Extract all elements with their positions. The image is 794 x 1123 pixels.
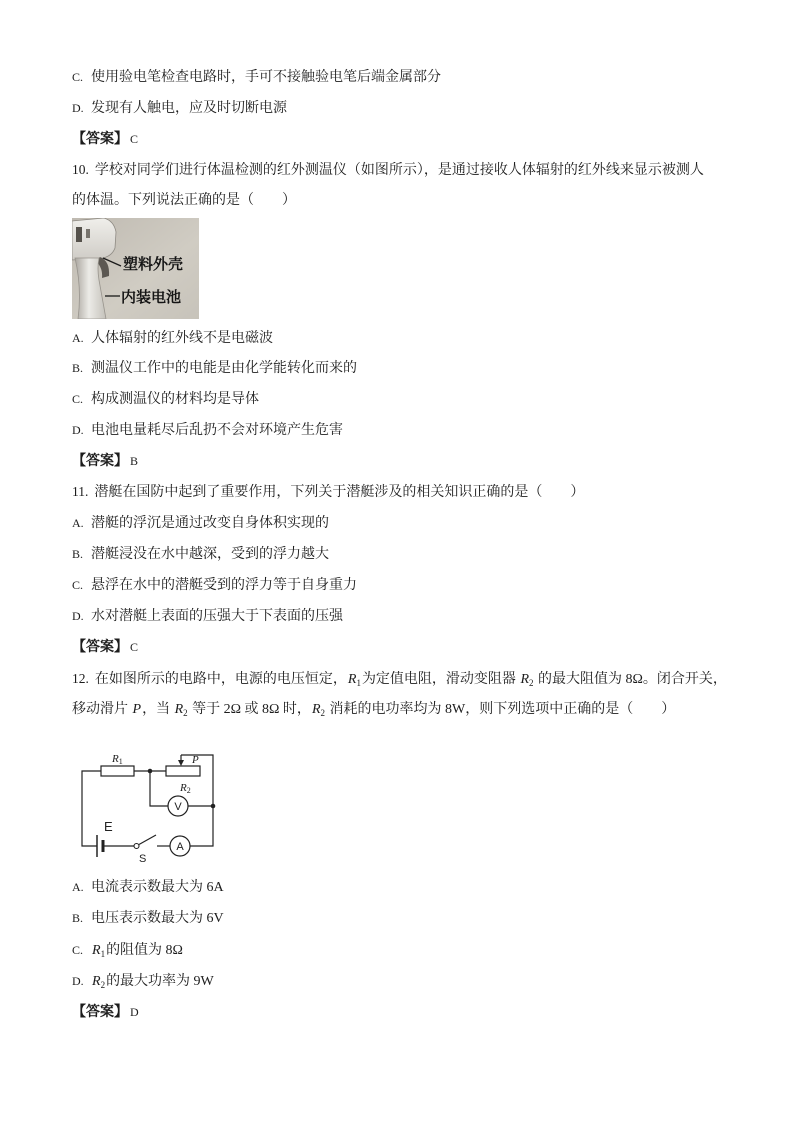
variable-subscript: 2 (100, 980, 106, 990)
option-label: A. (72, 516, 84, 530)
text-segment: 的最大功率为 9W (106, 974, 214, 989)
variable-symbol: R (174, 702, 184, 717)
label-internal-battery: 内装电池 (121, 289, 182, 306)
resistor-r1 (101, 766, 134, 776)
q11-option-d (72, 606, 343, 626)
option-label: D. (72, 101, 84, 115)
option-text: 使用验电笔检查电路时，手可不接触验电笔后端金属部分 (91, 70, 441, 85)
variable-r1 (348, 672, 361, 687)
text-segment: 消耗的电功率均为 8W，则下列选项中正确的是（ ） (326, 702, 676, 717)
battery-label: E (104, 819, 113, 834)
q12-stem (72, 669, 727, 689)
q11-option-b (72, 544, 329, 564)
q12-option-d (72, 971, 214, 991)
option-text (91, 943, 183, 958)
q10-option-c (72, 389, 259, 409)
variable-r2 (175, 702, 188, 717)
q11-answer (72, 637, 138, 657)
variable-symbol: R (92, 943, 101, 958)
switch-blade (139, 835, 156, 845)
variable-symbol: R (520, 672, 529, 687)
option-text: 测温仪工作中的电能是由化学能转化而来的 (91, 361, 357, 376)
q10-answer (72, 451, 138, 471)
option-label: A. (72, 880, 84, 894)
variable-r2 (92, 974, 105, 989)
text-segment: 移动滑片 (72, 702, 132, 717)
q12-option-a (72, 877, 224, 897)
r2-subscript: 2 (186, 786, 191, 795)
r2-label (179, 782, 191, 795)
variable-symbol: R (92, 974, 101, 989)
answer-tag: 【答案】 (72, 454, 128, 469)
option-text: 潜艇的浮沉是通过改变自身体积实现的 (91, 516, 329, 531)
slider-arrow (178, 760, 184, 766)
q9-option-c (72, 67, 441, 87)
variable-r2 (520, 672, 533, 687)
voltmeter-label: V (174, 801, 182, 813)
text-segment: 的最大阻值为 8Ω。闭合开关， (534, 672, 727, 687)
option-label: D. (72, 609, 84, 623)
option-label: C. (72, 392, 84, 406)
r1-subscript: 1 (118, 757, 123, 766)
q12-option-b (72, 908, 224, 928)
option-text: 电压表示数最大为 6V (91, 911, 224, 926)
option-label: B. (72, 911, 84, 925)
junction-dot (211, 804, 216, 809)
question-text (72, 702, 675, 717)
option-text: 发现有人触电，应及时切断电源 (91, 101, 287, 116)
q10-option-b (72, 358, 357, 378)
answer-value: C (130, 132, 139, 146)
r2-symbol: R (180, 782, 187, 794)
option-text: 电池电量耗尽后乱扔不会对环境产生危害 (91, 423, 343, 438)
variable-subscript: 1 (100, 949, 106, 959)
text-segment: 的阻值为 8Ω (106, 943, 183, 958)
answer-value: C (130, 640, 139, 654)
switch-contact (134, 844, 139, 849)
question-text: 的体温。下列说法正确的是（ ） (72, 193, 296, 208)
option-text: 潜艇浸没在水中越深，受到的浮力越大 (91, 547, 329, 562)
text-segment: ，当 (142, 702, 174, 717)
q9-answer (72, 129, 138, 149)
slider-label: P (192, 754, 199, 766)
variable-symbol: R (311, 702, 321, 717)
option-label: D. (72, 974, 84, 988)
ammeter-label: A (176, 841, 184, 853)
option-label: C. (72, 70, 84, 84)
variable-subscript: 1 (356, 678, 361, 688)
question-number: 11. (72, 484, 89, 499)
circuit-diagram (70, 745, 230, 870)
answer-tag: 【答案】 (72, 132, 128, 147)
option-label: C. (72, 943, 84, 957)
variable-symbol: R (347, 672, 357, 687)
r1-symbol: R (112, 753, 119, 765)
text-segment: 等于 2Ω 或 8Ω 时， (188, 702, 311, 717)
rheostat-r2 (166, 766, 200, 776)
sensor-window (76, 227, 82, 242)
variable-subscript: 2 (183, 708, 188, 718)
option-text: 电流表示数最大为 6A (91, 880, 224, 895)
q10-option-a (72, 328, 273, 348)
text-segment: 为定值电阻，滑动变阻器 (361, 672, 520, 687)
option-label: B. (72, 361, 84, 375)
text-segment: 在如图所示的电路中，电源的电压恒定， (94, 672, 347, 687)
junction-dot (148, 769, 153, 774)
question-text: 学校对同学们进行体温检测的红外测温仪（如图所示），是通过接收人体辐射的红外线来显示被测人 (94, 163, 704, 178)
answer-value: D (130, 1005, 139, 1019)
option-label: C. (72, 578, 84, 592)
question-number: 12. (72, 671, 89, 686)
display-window (86, 229, 90, 238)
q9-option-d (72, 98, 287, 118)
question-text (95, 672, 727, 687)
question-number: 10. (72, 162, 89, 177)
switch-label: S (139, 853, 147, 865)
option-text: 构成测温仪的材料均是导体 (91, 392, 259, 407)
variable-r2 (312, 702, 325, 717)
variable-symbol: P (132, 702, 142, 717)
q10-stem (72, 160, 704, 180)
option-text: 人体辐射的红外线不是电磁波 (91, 331, 273, 346)
option-label: A. (72, 331, 84, 345)
variable-p (133, 702, 142, 717)
answer-tag: 【答案】 (72, 640, 128, 655)
q11-option-a (72, 513, 329, 533)
q10-stem-continued (72, 191, 296, 211)
q12-stem-continued (72, 700, 675, 720)
r1-label (111, 753, 123, 766)
variable-subscript: 2 (529, 678, 534, 688)
q11-stem (72, 482, 584, 502)
answer-value: B (130, 454, 139, 468)
option-text (91, 974, 214, 989)
q11-option-c (72, 575, 357, 595)
label-plastic-shell: 塑料外壳 (123, 256, 184, 273)
q10-option-d (72, 420, 343, 440)
variable-r1 (92, 943, 105, 958)
option-label: B. (72, 547, 84, 561)
option-text: 水对潜艇上表面的压强大于下表面的压强 (91, 609, 343, 624)
answer-tag: 【答案】 (72, 1005, 128, 1020)
q12-option-c (72, 940, 183, 960)
thermometer-photo (72, 218, 199, 319)
option-text: 悬浮在水中的潜艇受到的浮力等于自身重力 (91, 578, 357, 593)
option-label: D. (72, 423, 84, 437)
question-text: 潜艇在国防中起到了重要作用，下列关于潜艇涉及的相关知识正确的是（ ） (94, 485, 585, 500)
q12-answer (72, 1002, 139, 1022)
variable-subscript: 2 (320, 708, 325, 718)
